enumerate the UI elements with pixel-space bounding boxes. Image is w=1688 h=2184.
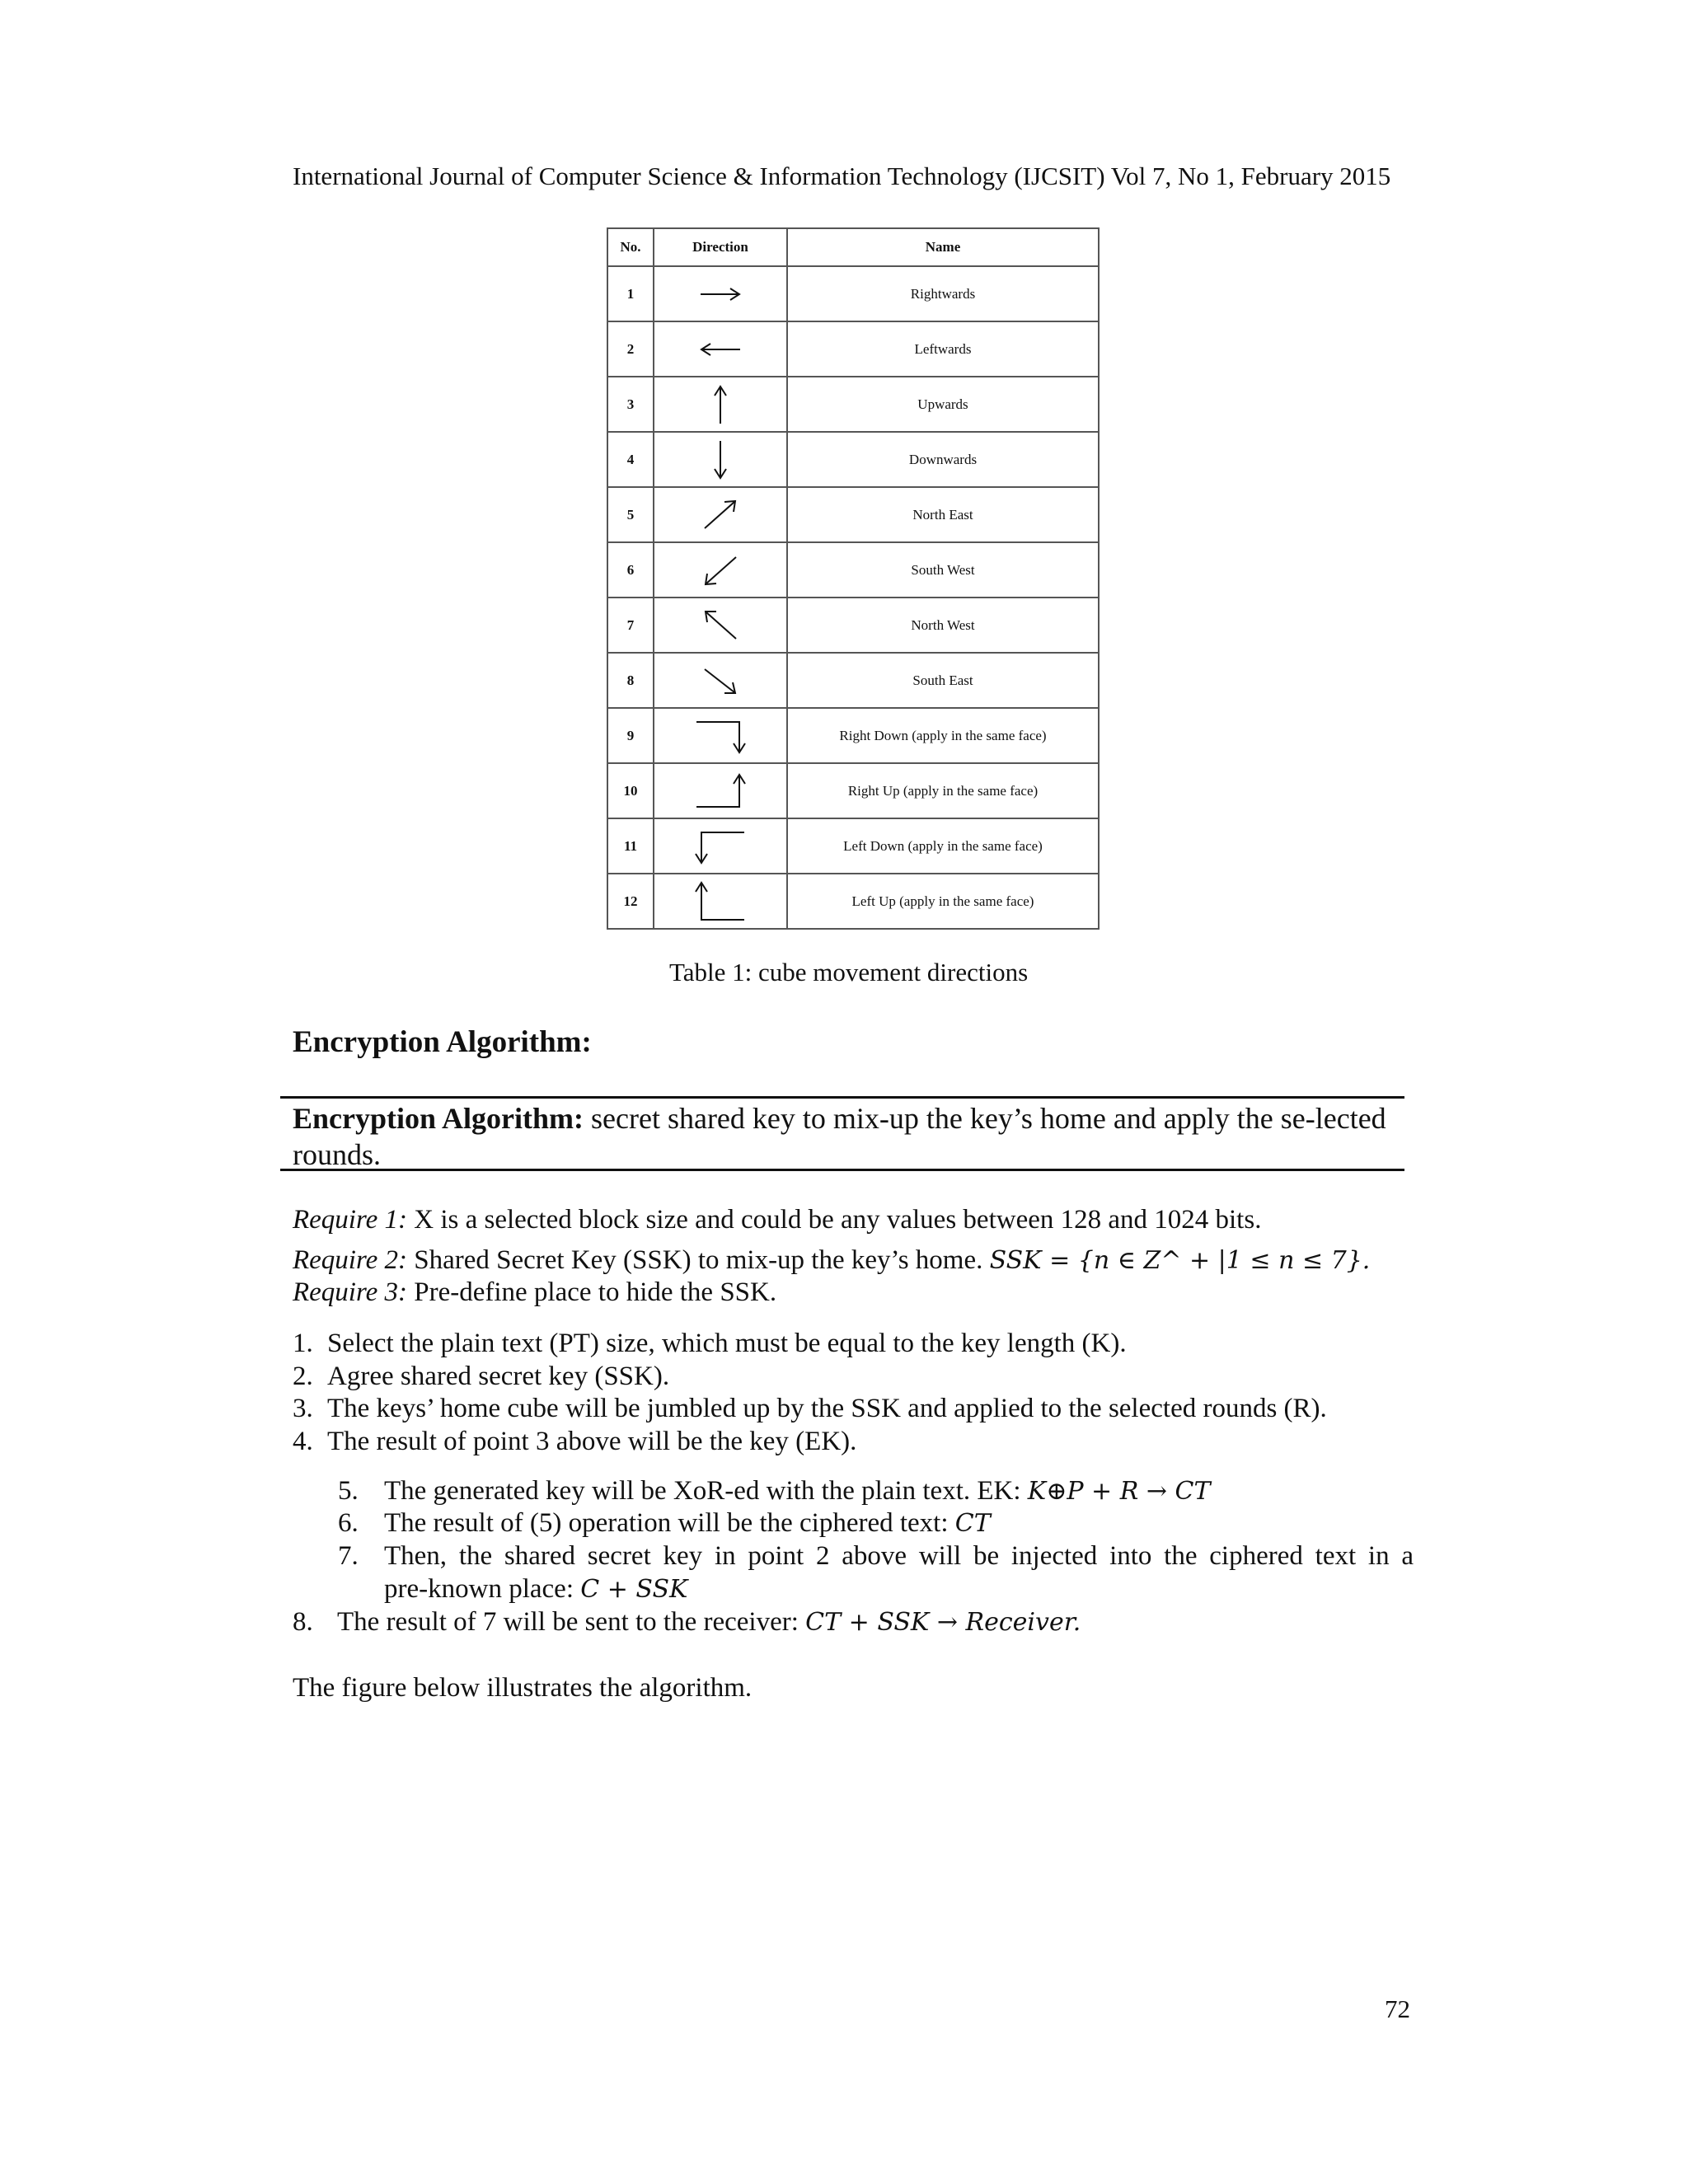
step-content bbox=[384, 1508, 991, 1539]
cell-direction bbox=[654, 653, 787, 708]
cell-no: 1 bbox=[607, 266, 654, 321]
arrow-left-icon bbox=[654, 337, 786, 362]
table-row bbox=[607, 542, 1099, 598]
cell-direction bbox=[654, 874, 787, 929]
step-text: Agree shared secret key (SSK). bbox=[327, 1361, 670, 1391]
arrow-south-east-icon bbox=[654, 663, 786, 699]
column-header-direction: Direction bbox=[654, 228, 787, 266]
require-text: Shared Secret Key (SSK) to mix-up the key’s home. bbox=[406, 1245, 990, 1275]
cell-name: Rightwards bbox=[787, 266, 1099, 321]
step-text: Then, the shared secret key in point 2 above will be injected into the ciphered text in a bbox=[384, 1541, 1414, 1571]
journal-header: International Journal of Computer Science & Information Technology (IJCSIT) Vol 7, No 1, February 2015 bbox=[293, 162, 1391, 190]
step-content bbox=[384, 1574, 687, 1605]
table-row bbox=[607, 818, 1099, 874]
step-number: 6. bbox=[338, 1508, 359, 1538]
table-row bbox=[607, 598, 1099, 653]
cell-direction bbox=[654, 542, 787, 598]
cell-no: 3 bbox=[607, 377, 654, 432]
table-row bbox=[607, 487, 1099, 542]
require-text: Pre-define place to hide the SSK. bbox=[406, 1277, 777, 1307]
require-text: X is a selected block size and could be any values between 128 and 1024 bits. bbox=[406, 1205, 1262, 1235]
arrow-right-down-icon bbox=[654, 715, 786, 757]
step-number: 5. bbox=[338, 1476, 359, 1506]
require-3 bbox=[293, 1277, 1430, 1308]
arrow-north-west-icon bbox=[654, 607, 786, 644]
arrow-south-west-icon bbox=[654, 552, 786, 588]
arrow-down-icon bbox=[654, 438, 786, 482]
cell-no: 10 bbox=[607, 763, 654, 818]
algorithm-bottom-rule bbox=[280, 1169, 1404, 1171]
table-row bbox=[607, 321, 1099, 377]
closing-text: The figure below illustrates the algorithm. bbox=[293, 1673, 753, 1703]
cell-direction bbox=[654, 377, 787, 432]
cell-no: 4 bbox=[607, 432, 654, 487]
require-label: Require 3: bbox=[293, 1277, 407, 1307]
cell-name: South East bbox=[787, 653, 1099, 708]
step-content bbox=[327, 1427, 856, 1457]
step-text: The result of point 3 above will be the key (EK). bbox=[327, 1427, 857, 1456]
step-number: 2. bbox=[293, 1361, 313, 1391]
require-label: Require 2: bbox=[293, 1245, 407, 1275]
cell-name: Downwards bbox=[787, 432, 1099, 487]
step-text: The result of (5) operation will be the ciphered text: bbox=[384, 1508, 955, 1538]
table-header-row bbox=[607, 228, 1099, 266]
step-content bbox=[384, 1476, 1211, 1507]
cell-no: 8 bbox=[607, 653, 654, 708]
step-number: 3. bbox=[293, 1394, 313, 1423]
step-text: Select the plain text (PT) size, which must be equal to the key length (K). bbox=[327, 1329, 1127, 1358]
section-title: Encryption Algorithm: bbox=[293, 1025, 592, 1059]
column-header-name: Name bbox=[787, 228, 1099, 266]
cell-name: Left Up (apply in the same face) bbox=[787, 874, 1099, 929]
table-body bbox=[607, 266, 1099, 929]
algorithm-title-text: secret shared key to mix-up the key’s home and apply the se-lected rounds. bbox=[293, 1102, 1386, 1171]
cell-direction bbox=[654, 432, 787, 487]
arrow-left-down-icon bbox=[654, 826, 786, 867]
step-text: The keys’ home cube will be jumbled up by the SSK and applied to the selected rounds (R). bbox=[327, 1394, 1327, 1423]
step-content bbox=[327, 1394, 1327, 1424]
cell-name: North East bbox=[787, 487, 1099, 542]
page-number: 72 bbox=[1385, 1994, 1410, 2023]
cell-no: 5 bbox=[607, 487, 654, 542]
step-text: The result of 7 will be sent to the receiver: bbox=[337, 1607, 806, 1637]
algorithm-top-rule bbox=[280, 1096, 1404, 1099]
step-math: CT + SSK → Receiver. bbox=[805, 1608, 1081, 1637]
algorithm-title bbox=[293, 1100, 1393, 1173]
table-row bbox=[607, 653, 1099, 708]
cell-name: Right Up (apply in the same face) bbox=[787, 763, 1099, 818]
cell-no: 2 bbox=[607, 321, 654, 377]
cell-no: 12 bbox=[607, 874, 654, 929]
step-math: C + SSK bbox=[580, 1575, 688, 1604]
cell-no: 7 bbox=[607, 598, 654, 653]
require-math: SSK = {n ∈ Z^ + |1 ≤ n ≤ 7}. bbox=[989, 1246, 1371, 1275]
table-row bbox=[607, 432, 1099, 487]
table-row bbox=[607, 377, 1099, 432]
step-content bbox=[384, 1541, 1414, 1572]
step-math: K⊕P + R → CT bbox=[1027, 1477, 1211, 1506]
cell-name: North West bbox=[787, 598, 1099, 653]
table-row bbox=[607, 874, 1099, 929]
step-number: 4. bbox=[293, 1427, 313, 1456]
column-header-no: No. bbox=[607, 228, 654, 266]
table-row bbox=[607, 763, 1099, 818]
cell-direction bbox=[654, 598, 787, 653]
table-row bbox=[607, 266, 1099, 321]
step-text: The generated key will be XoR-ed with the plain text. EK: bbox=[384, 1476, 1028, 1506]
cell-direction bbox=[654, 266, 787, 321]
cell-name: Left Down (apply in the same face) bbox=[787, 818, 1099, 874]
table-row bbox=[607, 708, 1099, 763]
algorithm-title-bold: Encryption Algorithm: bbox=[293, 1102, 584, 1135]
directions-table bbox=[607, 227, 1100, 930]
cell-direction bbox=[654, 487, 787, 542]
arrow-north-east-icon bbox=[654, 497, 786, 533]
step-text: pre-known place: bbox=[384, 1574, 581, 1604]
step-content bbox=[327, 1329, 1127, 1359]
step-content bbox=[337, 1607, 1081, 1638]
cell-name: Leftwards bbox=[787, 321, 1099, 377]
arrow-up-icon bbox=[654, 382, 786, 427]
step-number: 1. bbox=[293, 1329, 313, 1358]
cell-direction bbox=[654, 321, 787, 377]
cell-name: South West bbox=[787, 542, 1099, 598]
arrow-right-icon bbox=[654, 282, 786, 307]
cell-no: 9 bbox=[607, 708, 654, 763]
require-label: Require 1: bbox=[293, 1205, 407, 1235]
cell-direction bbox=[654, 708, 787, 763]
cell-name: Upwards bbox=[787, 377, 1099, 432]
cell-no: 6 bbox=[607, 542, 654, 598]
arrow-right-up-icon bbox=[654, 771, 786, 812]
cell-no: 11 bbox=[607, 818, 654, 874]
step-content bbox=[327, 1361, 669, 1392]
step-number: 7. bbox=[338, 1541, 359, 1571]
require-2 bbox=[293, 1245, 1430, 1276]
cell-name: Right Down (apply in the same face) bbox=[787, 708, 1099, 763]
table-caption: Table 1: cube movement directions bbox=[669, 958, 1029, 987]
cell-direction bbox=[654, 818, 787, 874]
require-1 bbox=[293, 1205, 1430, 1235]
step-math: CT bbox=[954, 1509, 991, 1538]
step-number: 8. bbox=[293, 1607, 313, 1637]
arrow-left-up-icon bbox=[654, 879, 786, 925]
cell-direction bbox=[654, 763, 787, 818]
